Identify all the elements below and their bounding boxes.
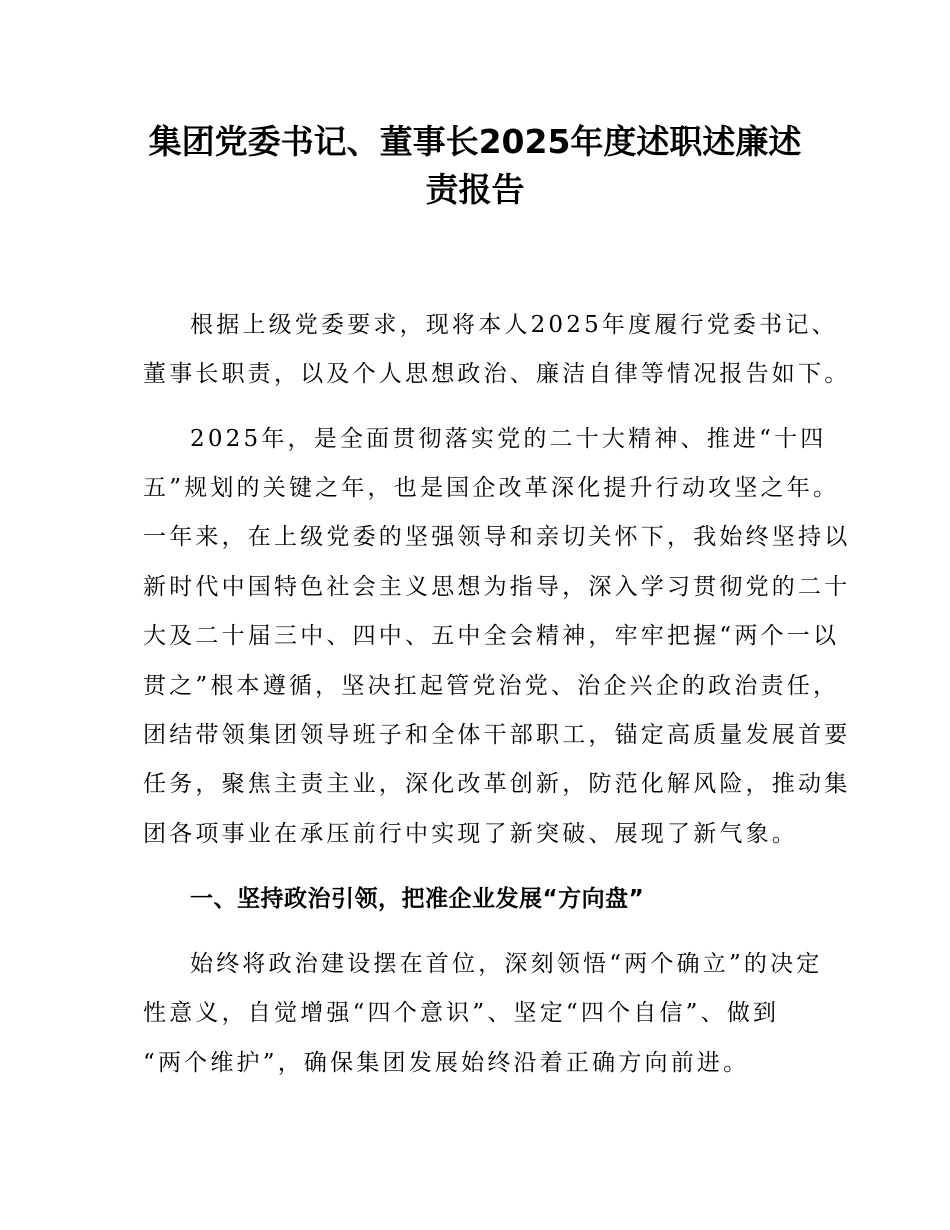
paragraph-line: 五”规划的关键之年，也是国企改革深化提升行动攻坚之年。 [143, 475, 840, 501]
paragraph-line: 性意义，自觉增强“四个意识”、坚定“四个自信”、做到 [143, 1000, 780, 1026]
paragraph-line: 团各项事业在承压前行中实现了新突破、展现了新气象。 [143, 821, 798, 847]
paragraph-line: 任务，聚焦主责主业，深化改革创新，防范化解风险，推动集 [143, 771, 851, 797]
paragraph-line: 根据上级党委要求，现将本人2025年度履行党委书记、 [190, 312, 838, 338]
paragraph-line: “两个维护”，确保集团发展始终沿着正确方向前进。 [143, 1050, 750, 1076]
paragraph-line: 2025年，是全面贯彻落实党的二十大精神、推进“十四 [190, 426, 827, 452]
paragraph-line: 贯之”根本遵循，坚决扛起管党治党、治企兴企的政治责任， [143, 673, 840, 699]
paragraph-line: 大及二十届三中、四中、五中全会精神，牢牢把握“两个一以 [143, 623, 840, 649]
paragraph-line: 一年来，在上级党委的坚强领导和亲切关怀下，我始终坚持以 [143, 524, 851, 550]
document-title-line-1: 集团党委书记、董事长2025年度述职述廉述 [148, 122, 802, 161]
document-title-line-2: 责报告 [425, 170, 525, 209]
paragraph-line: 董事长职责，以及个人思想政治、廉洁自律等情况报告如下。 [143, 361, 851, 387]
section-heading-1: 一、坚持政治引领，把准企业发展“方向盘” [190, 886, 645, 912]
paragraph-line: 团结带领集团领导班子和全体干部职工，锚定高质量发展首要 [143, 722, 851, 748]
paragraph-line: 新时代中国特色社会主义思想为指导，深入学习贯彻党的二十 [143, 574, 851, 600]
paragraph-line: 始终将政治建设摆在首位，深刻领悟“两个确立”的决定 [190, 951, 823, 977]
